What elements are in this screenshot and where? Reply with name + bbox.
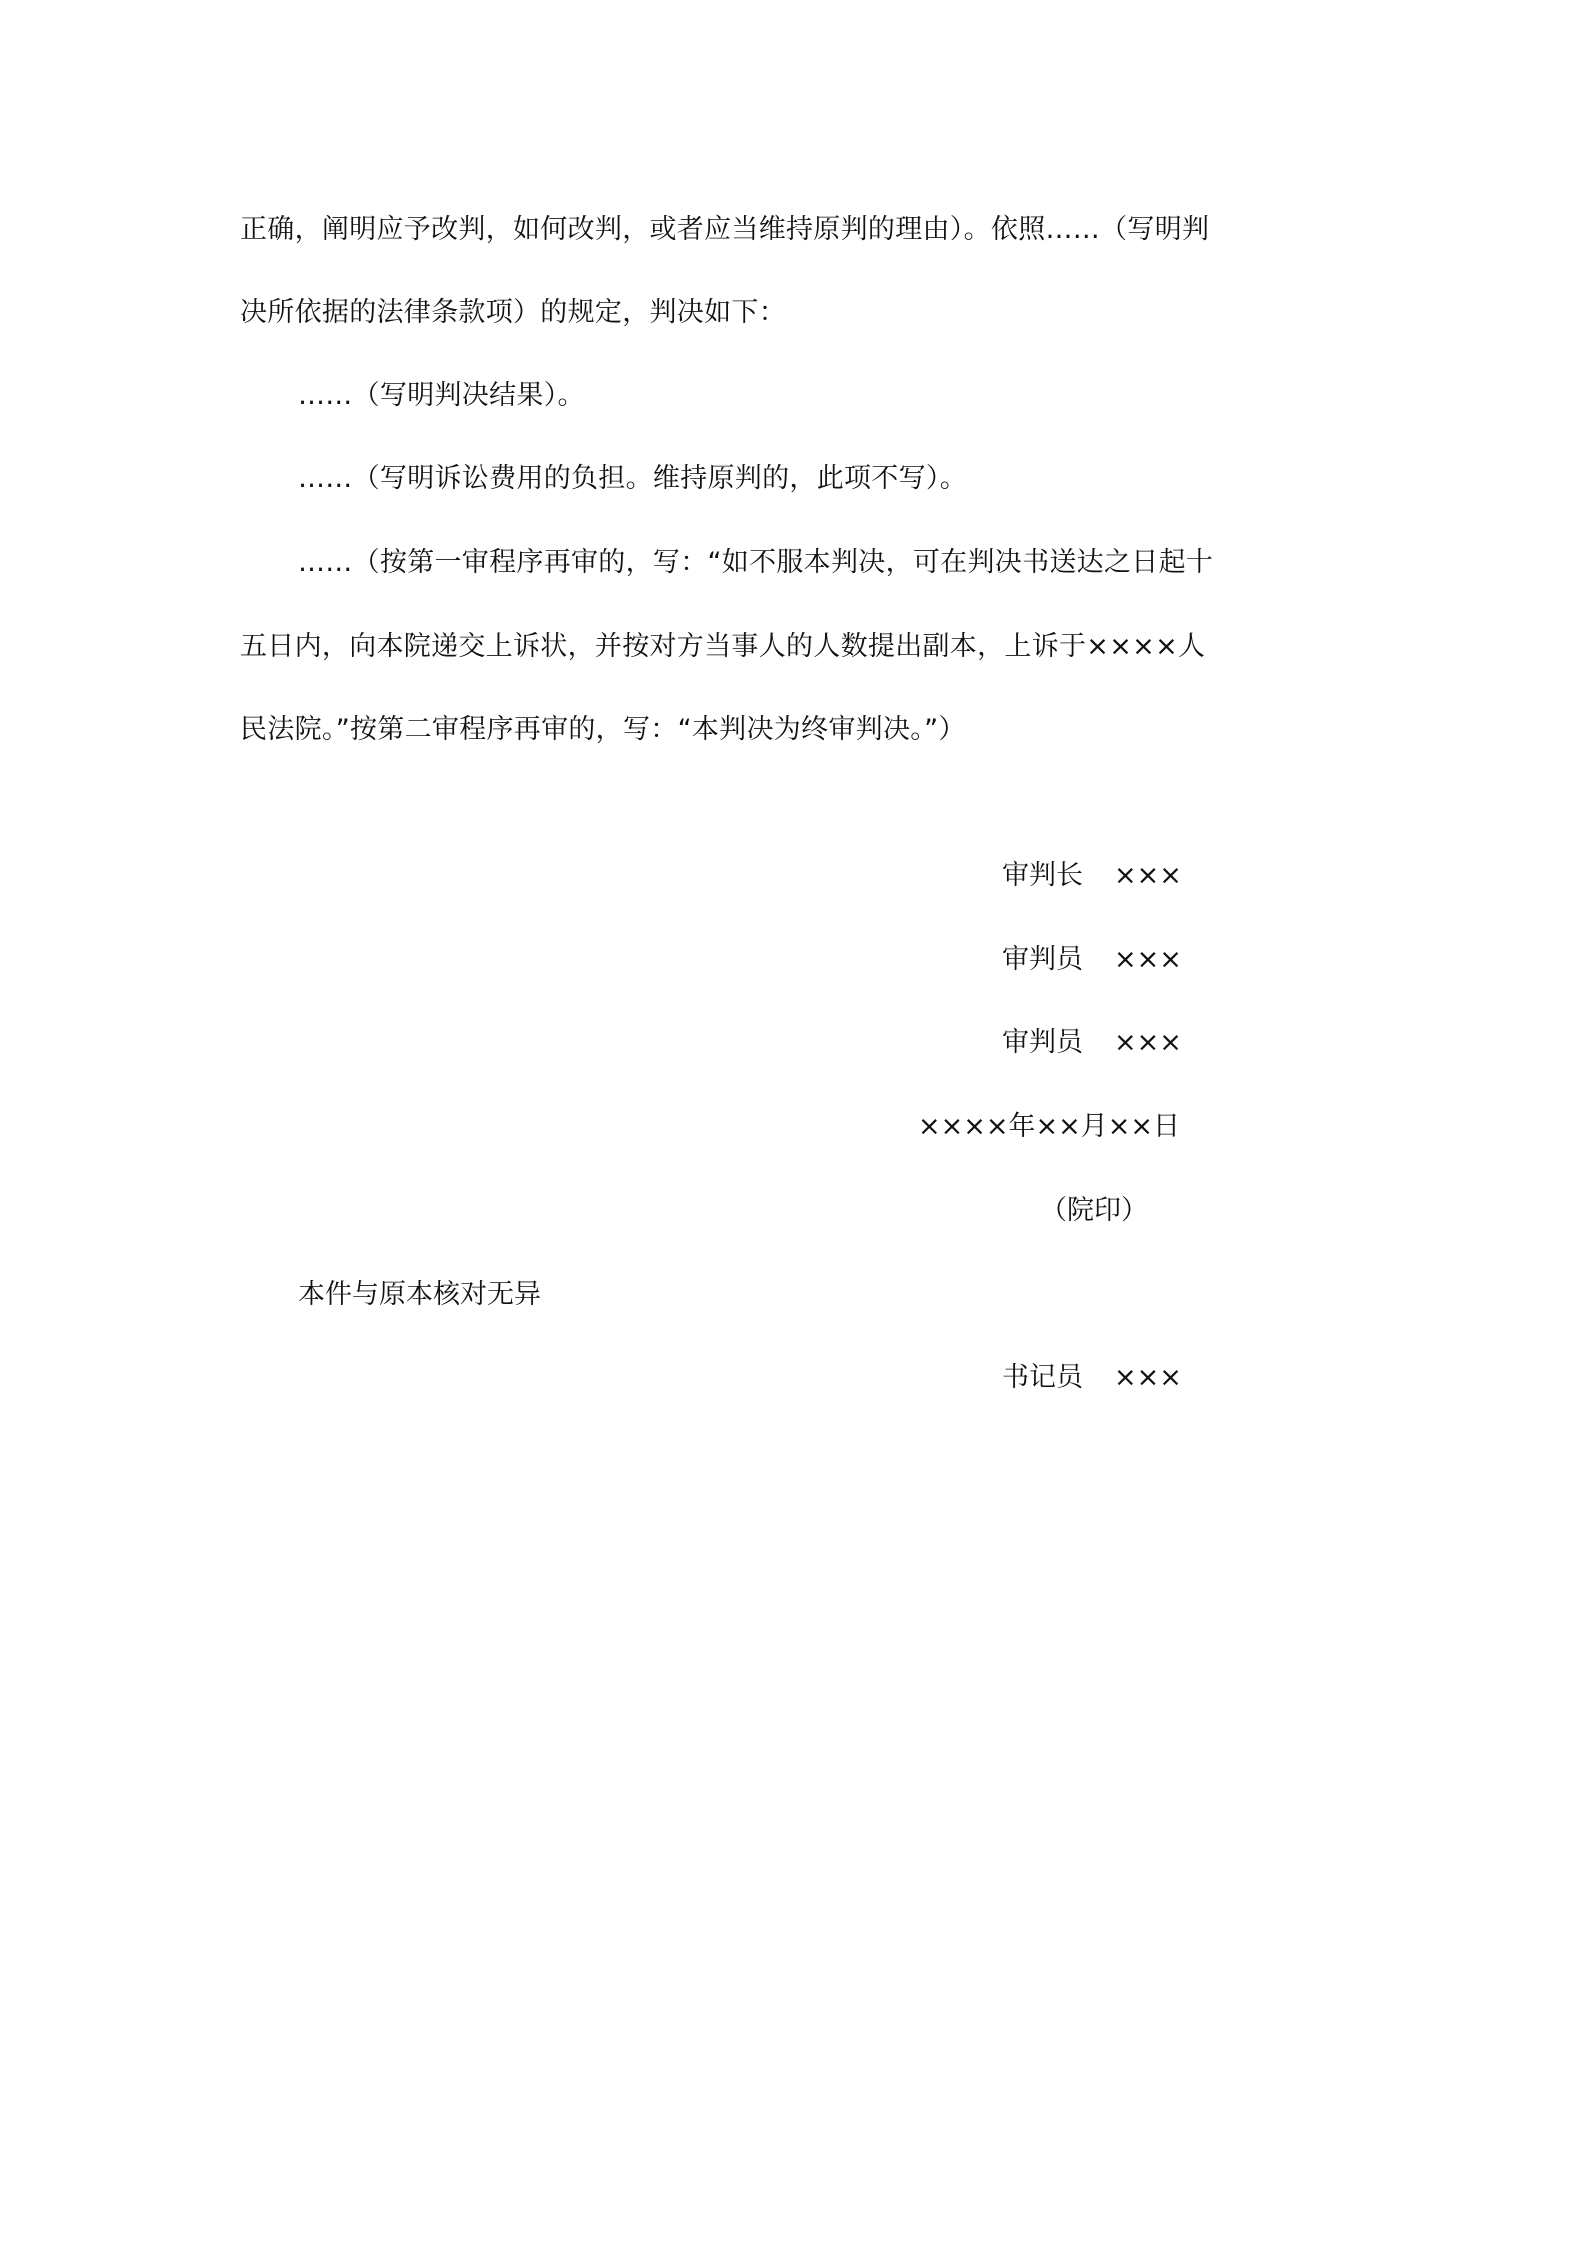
paragraph-line-1: 正确，阐明应予改判，如何改判，或者应当维持原判的理由）。依照……（写明判	[240, 214, 1210, 245]
judge-2-title: 审判员	[1002, 1027, 1083, 1058]
appeal-notice-line-1: ……（按第一审程序再审的，写：“如不服本判决，可在判决书送达之日起十	[298, 547, 1214, 578]
litigation-costs-line: ……（写明诉讼费用的负担。维持原判的，此项不写）。	[298, 463, 967, 494]
paragraph-line-2: 决所依据的法律条款项）的规定，判决如下：	[240, 297, 786, 328]
judgment-result-line: ……（写明判决结果）。	[298, 380, 585, 411]
judgment-date: ××××年××月××日	[918, 1111, 1180, 1142]
appeal-notice-line-2: 五日内，向本院递交上诉状，并按对方当事人的人数提出副本，上诉于××××人	[240, 631, 1206, 662]
judge-1-title: 审判员	[1002, 944, 1083, 975]
appeal-notice-line-3: 民法院。”按第二审程序再审的，写：“本判决为终审判决。”）	[240, 714, 966, 745]
clerk-name: ×××	[1114, 1362, 1182, 1393]
judge-2-name: ×××	[1114, 1027, 1182, 1058]
presiding-judge-name: ×××	[1114, 860, 1182, 891]
court-seal: （院印）	[1040, 1195, 1148, 1226]
judge-1-name: ×××	[1114, 944, 1182, 975]
clerk-title: 书记员	[1002, 1362, 1083, 1393]
presiding-judge-title: 审判长	[1002, 860, 1083, 891]
verification-note: 本件与原本核对无异	[298, 1279, 541, 1310]
